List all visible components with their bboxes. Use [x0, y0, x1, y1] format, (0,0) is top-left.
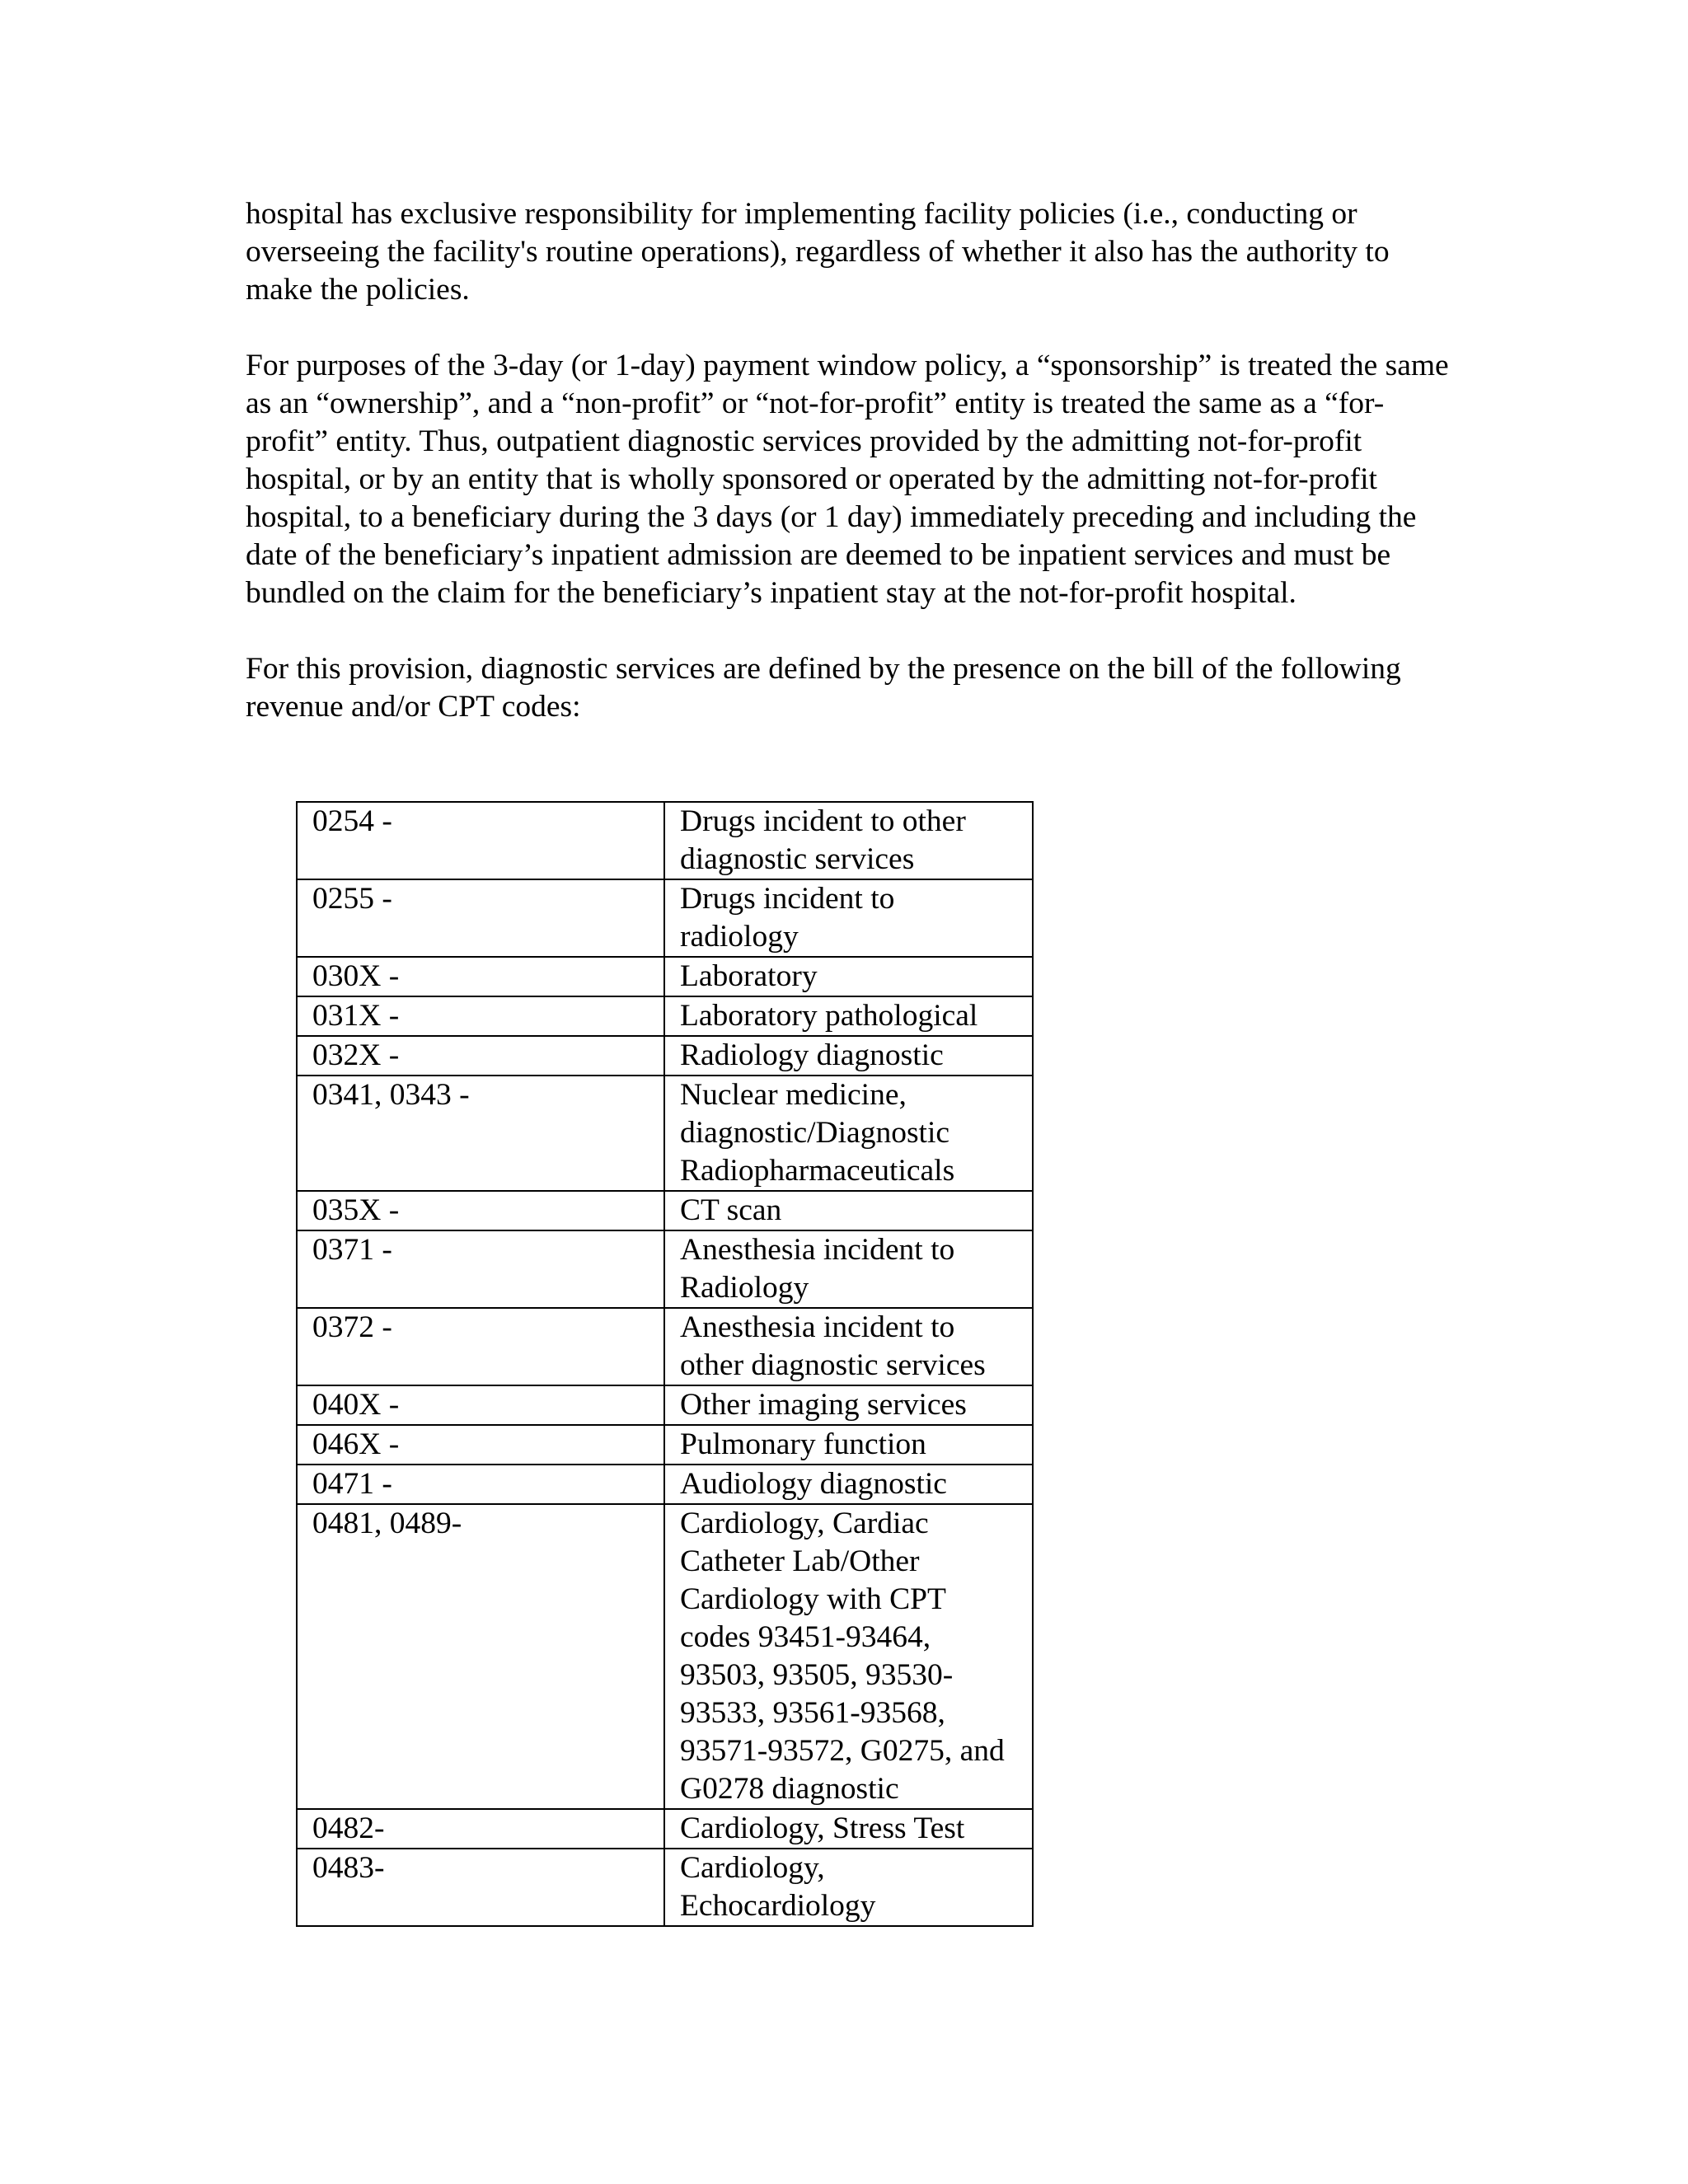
code-description-cell: Pulmonary function: [664, 1425, 1033, 1465]
table-row: [297, 1425, 1033, 1465]
table-row: [297, 1465, 1033, 1504]
table-row: [297, 1308, 1033, 1385]
table-row: [297, 957, 1033, 996]
revenue-code-cell: 0255 -: [297, 879, 664, 957]
document-body: [246, 195, 1449, 726]
table-row: [297, 879, 1033, 957]
table-row: [297, 1191, 1033, 1230]
code-description-cell: Anesthesia incident to Radiology: [664, 1230, 1033, 1308]
table-row: [297, 996, 1033, 1036]
code-description-cell: CT scan: [664, 1191, 1033, 1230]
code-description-cell: Cardiology, Stress Test: [664, 1809, 1033, 1849]
table-row: [297, 1809, 1033, 1849]
revenue-code-cell: 030X -: [297, 957, 664, 996]
code-description-cell: Cardiology, Echocardiology: [664, 1849, 1033, 1926]
table-row: [297, 1036, 1033, 1076]
revenue-code-cell: 0371 -: [297, 1230, 664, 1308]
revenue-code-cell: 0471 -: [297, 1465, 664, 1504]
paragraph-diagnostic-services-definition: For this provision, diagnostic services are defined by the presence on the bill of the following revenue and/or CPT codes:: [246, 652, 1401, 724]
code-description-cell: Cardiology, Cardiac Catheter Lab/Other Cardiology with CPT codes 93451-93464, 93503, 93505, 93530-93533, 93561-93568, 93571-93572, G0275, and G0278 diagnostic: [664, 1504, 1033, 1809]
revenue-code-cell: 0482-: [297, 1809, 664, 1849]
revenue-code-cell: 0483-: [297, 1849, 664, 1926]
revenue-code-cell: 0341, 0343 -: [297, 1076, 664, 1191]
code-description-cell: Drugs incident to other diagnostic services: [664, 802, 1033, 879]
table-row: [297, 1230, 1033, 1308]
table-row: [297, 802, 1033, 879]
code-description-cell: Other imaging services: [664, 1385, 1033, 1425]
revenue-codes-table: [296, 801, 1034, 1927]
revenue-code-cell: 040X -: [297, 1385, 664, 1425]
paragraph-hospital-responsibility: hospital has exclusive responsibility for implementing facility policies (i.e., conducting or overseeing the facility's routine operations), regardless of whether it also has the authority to make the policies.: [246, 197, 1390, 307]
code-description-cell: Audiology diagnostic: [664, 1465, 1033, 1504]
table-row: [297, 1076, 1033, 1191]
revenue-code-cell: 031X -: [297, 996, 664, 1036]
code-description-cell: Drugs incident to radiology: [664, 879, 1033, 957]
revenue-code-cell: 046X -: [297, 1425, 664, 1465]
revenue-code-cell: 032X -: [297, 1036, 664, 1076]
revenue-code-cell: 0481, 0489-: [297, 1504, 664, 1809]
table-row: [297, 1504, 1033, 1809]
code-description-cell: Nuclear medicine, diagnostic/Diagnostic Radiopharmaceuticals: [664, 1076, 1033, 1191]
code-description-cell: Laboratory: [664, 957, 1033, 996]
revenue-code-cell: 0372 -: [297, 1308, 664, 1385]
table-row: [297, 1385, 1033, 1425]
revenue-code-cell: 0254 -: [297, 802, 664, 879]
table-row: [297, 1849, 1033, 1926]
revenue-code-cell: 035X -: [297, 1191, 664, 1230]
paragraph-payment-window-policy: For purposes of the 3-day (or 1-day) payment window policy, a “sponsorship” is treated the same as an “ownership”, and a “non-profit” or “not-for-profit” entity is treated the same as a “for-profit” entity. Thus, outpatient diagnostic services provided by the admitting not-for-profit hospital, or by an entity that is wholly sponsored or operated by the admitting not-for-profit hospital, to a beneficiary during the 3 days (or 1 day) immediately preceding and including the date of the beneficiary’s inpatient admission are deemed to be inpatient services and must be bundled on the claim for the beneficiary’s inpatient stay at the not-for-profit hospital.: [246, 349, 1449, 610]
code-description-cell: Radiology diagnostic: [664, 1036, 1033, 1076]
code-description-cell: Laboratory pathological: [664, 996, 1033, 1036]
code-description-cell: Anesthesia incident to other diagnostic services: [664, 1308, 1033, 1385]
